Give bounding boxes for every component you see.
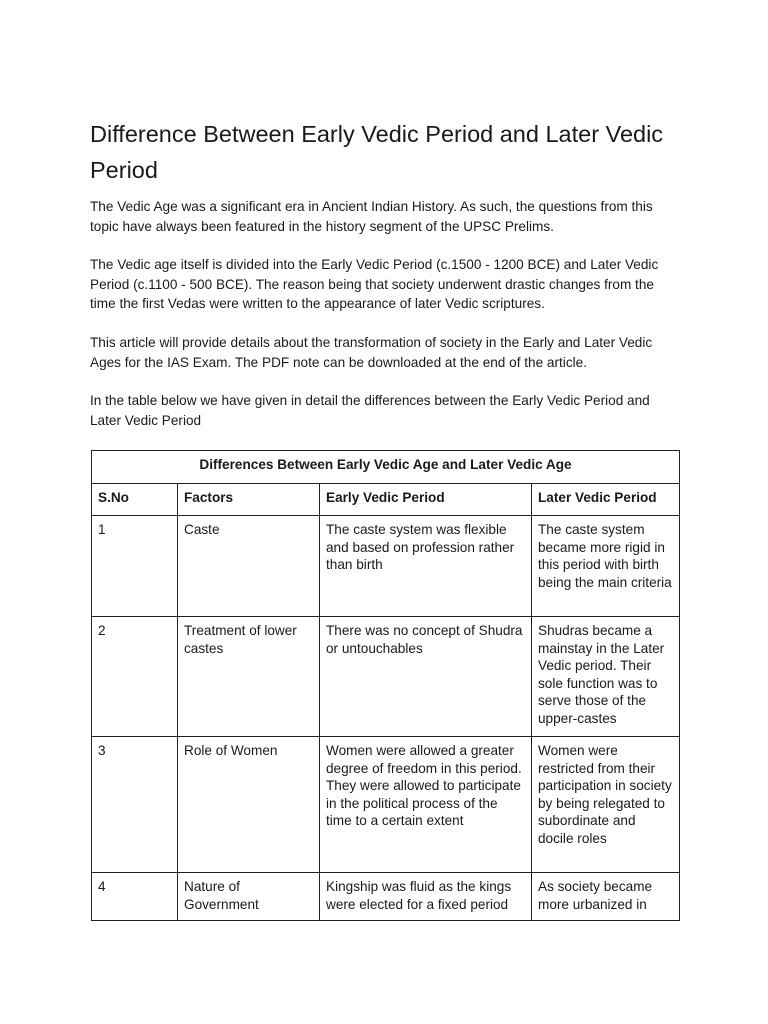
table-row [92, 516, 680, 617]
periods-paragraph: The Vedic age itself is divided into the Early Vedic Period (c.1500 - 1200 BCE) and Later Vedic Period (c.1100 - 500 BCE). The reason being that society underwent drastic changes from the time the first Vedas were written to the appearance of later Vedic scriptures. [90, 257, 659, 311]
intro-paragraph: The Vedic Age was a significant era in Ancient Indian History. As such, the questions from this topic have always been featured in the history segment of the UPSC Prelims. [90, 199, 653, 234]
cell-later: Shudras became a mainstay in the Later Vedic period. Their sole function was to serve those of the upper-castes [532, 617, 680, 737]
page-title: Difference Between Early Vedic Period and Later Vedic Period [90, 121, 664, 183]
cell-sno: 4 [92, 873, 178, 921]
cell-factor: Role of Women [178, 737, 320, 873]
cell-factor: Nature of Government [178, 873, 320, 921]
differences-table [91, 450, 680, 921]
cell-early: The caste system was flexible and based on profession rather than birth [320, 516, 532, 617]
cell-early: Women were allowed a greater degree of freedom in this period. They were allowed to participate in the political process of the time to a certain extent [320, 737, 532, 873]
cell-factor: Treatment of lower castes [178, 617, 320, 737]
cell-factor: Caste [178, 516, 320, 617]
table-caption: Differences Between Early Vedic Age and Later Vedic Age [92, 451, 680, 484]
table-caption-row [92, 451, 680, 484]
table-row [92, 737, 680, 873]
table-row [92, 617, 680, 737]
cell-early: Kingship was fluid as the kings were elected for a fixed period [320, 873, 532, 921]
header-early-vedic: Early Vedic Period [320, 484, 532, 516]
cell-later: Women were restricted from their participation in society by being relegated to subordinate and docile roles [532, 737, 680, 873]
header-sno: S.No [92, 484, 178, 516]
table-header-row [92, 484, 680, 516]
cell-later: As society became more urbanized in [532, 873, 680, 921]
cell-sno: 1 [92, 516, 178, 617]
cell-early: There was no concept of Shudra or untouchables [320, 617, 532, 737]
cell-later: The caste system became more rigid in this period with birth being the main criteria [532, 516, 680, 617]
cell-sno: 3 [92, 737, 178, 873]
cell-sno: 2 [92, 617, 178, 737]
header-factors: Factors [178, 484, 320, 516]
table-intro-paragraph: In the table below we have given in detail the differences between the Early Vedic Period and Later Vedic Period [90, 393, 650, 428]
table-row [92, 873, 680, 921]
header-later-vedic: Later Vedic Period [532, 484, 680, 516]
article-purpose-paragraph: This article will provide details about the transformation of society in the Early and Later Vedic Ages for the IAS Exam. The PDF note can be downloaded at the end of the article. [90, 335, 653, 370]
